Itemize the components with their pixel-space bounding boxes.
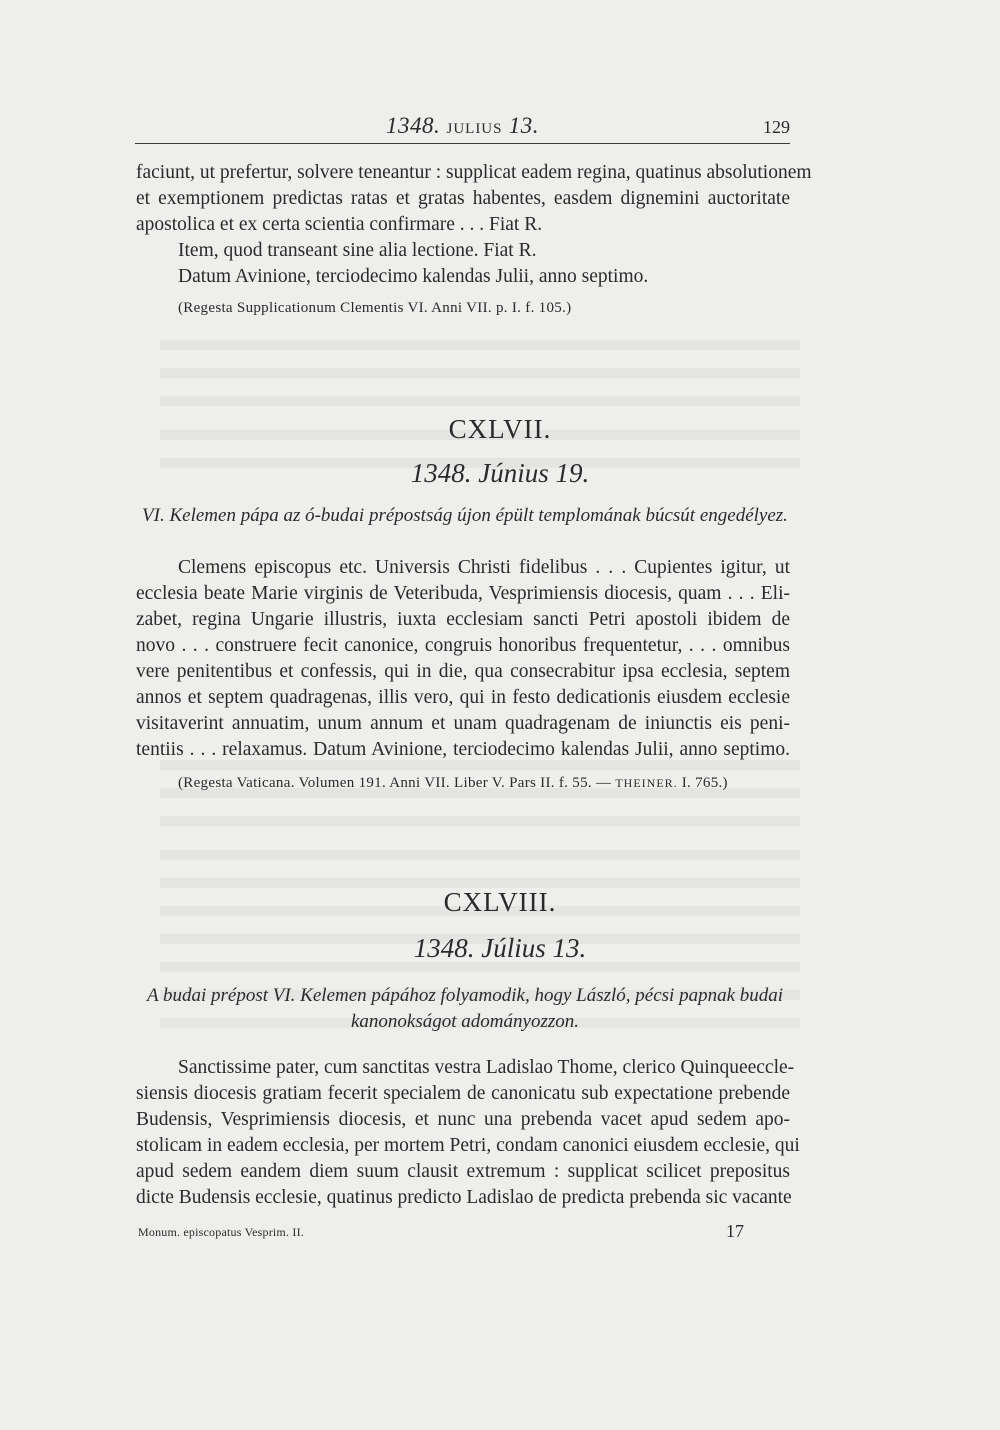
text-line: Sanctissime pater, cum sanctitas vestra Ladislao Thome, clerico Quinqueeccle- bbox=[178, 1057, 795, 1078]
document-text bbox=[136, 555, 790, 763]
text-line: faciunt, ut prefertur, solvere teneantur : supplicat eadem regina, quatinus absolutionem bbox=[136, 162, 812, 183]
text-line: dicte Budensis ecclesie, quatinus predicto Ladislao de predicta prebenda sic vacante bbox=[136, 1187, 792, 1208]
source-main: (Regesta Vaticana. Volumen 191. Anni VII. Liber V. Pars II. f. 55. — bbox=[178, 775, 616, 791]
source-citation: (Regesta Supplicationum Clementis VI. Anni VII. p. I. f. 105.) bbox=[178, 300, 572, 316]
source-author: THEINER. bbox=[615, 776, 678, 790]
document-number: CXLVIII. bbox=[443, 887, 557, 917]
text-line: zabet, regina Ungarie illustris, iuxta ecclesiam sancti Petri apostoli ibidem de bbox=[136, 609, 790, 630]
continuation-paragraph bbox=[136, 160, 812, 290]
document-date: 1348. Július 13. bbox=[413, 933, 587, 963]
text-line: annos et septem quadragenas, illis vero, qui in festo dedicationis eiusdem ecclesie bbox=[136, 687, 790, 708]
running-head-date bbox=[135, 113, 790, 139]
document-number: CXLVII. bbox=[448, 414, 552, 444]
document-date: 1348. Június 19. bbox=[410, 458, 590, 488]
text-line: stolicam in eadem ecclesia, per mortem Petri, condam canonici eiusdem ecclesie, qui bbox=[136, 1135, 800, 1156]
footer-series: Monum. episcopatus Vesprim. II. bbox=[138, 1225, 304, 1239]
text-line: novo . . . construere fecit canonice, congruis honoribus frequentetur, . . . omnibus bbox=[136, 635, 790, 656]
text-line: et exemptionem predictas ratas et gratas habentes, easdem dignemini auctoritate bbox=[136, 188, 790, 209]
document-text bbox=[136, 1055, 800, 1211]
footer-signature: 17 bbox=[726, 1221, 744, 1241]
text-line: vere penitentibus et confessis, qui in die, qua consecrabitur ipsa ecclesia, septem bbox=[136, 661, 790, 682]
text-line: apud sedem eandem diem suum clausit extremum : supplicat scilicet prepositus bbox=[136, 1161, 790, 1182]
text-line: siensis diocesis gratiam fecerit specialem de canonicatu sub expectatione prebende bbox=[136, 1083, 790, 1104]
running-head bbox=[135, 113, 790, 143]
regest-line: A budai prépost VI. Kelemen pápához folyamodik, hogy László, pécsi papnak budai bbox=[146, 985, 784, 1006]
text-line: visitaverint annuatim, unum annum et unam quadragenam de iniunctis eis peni- bbox=[136, 713, 790, 734]
running-head-day: 13. bbox=[508, 113, 539, 138]
text-line: Clemens episcopus etc. Universis Christi fidelibus . . . Cupientes igitur, ut bbox=[178, 557, 790, 578]
text-line: tentiis . . . relaxamus. Datum Avinione, terciodecimo kalendas Julii, anno septimo. bbox=[136, 739, 790, 760]
header-rule bbox=[135, 143, 790, 144]
text-line: Budensis, Vesprimiensis diocesis, et nunc una prebenda vacet apud sedem apo- bbox=[136, 1109, 790, 1130]
text-line: apostolica et ex certa scientia confirmare . . . Fiat R. bbox=[136, 214, 543, 235]
page-number: 129 bbox=[763, 117, 790, 137]
document-regest: VI. Kelemen pápa az ó-budai prépostság újon épült templomának búcsút engedélyez. bbox=[142, 505, 788, 526]
text-line: ecclesia beate Marie virginis de Veteribuda, Vesprimiensis diocesis, quam . . . Eli- bbox=[136, 583, 790, 604]
running-head-year: 1348. bbox=[385, 113, 441, 138]
regest-line: kanonokságot adományozzon. bbox=[351, 1011, 579, 1032]
datum-line: Datum Avinione, terciodecimo kalendas Julii, anno septimo. bbox=[178, 266, 649, 287]
source-citation bbox=[178, 775, 790, 792]
document-regest bbox=[140, 983, 790, 1035]
running-head-month: JULIUS bbox=[446, 121, 503, 137]
item-line: Item, quod transeant sine alia lectione. Fiat R. bbox=[178, 240, 537, 261]
source-end: I. 765.) bbox=[677, 775, 728, 791]
